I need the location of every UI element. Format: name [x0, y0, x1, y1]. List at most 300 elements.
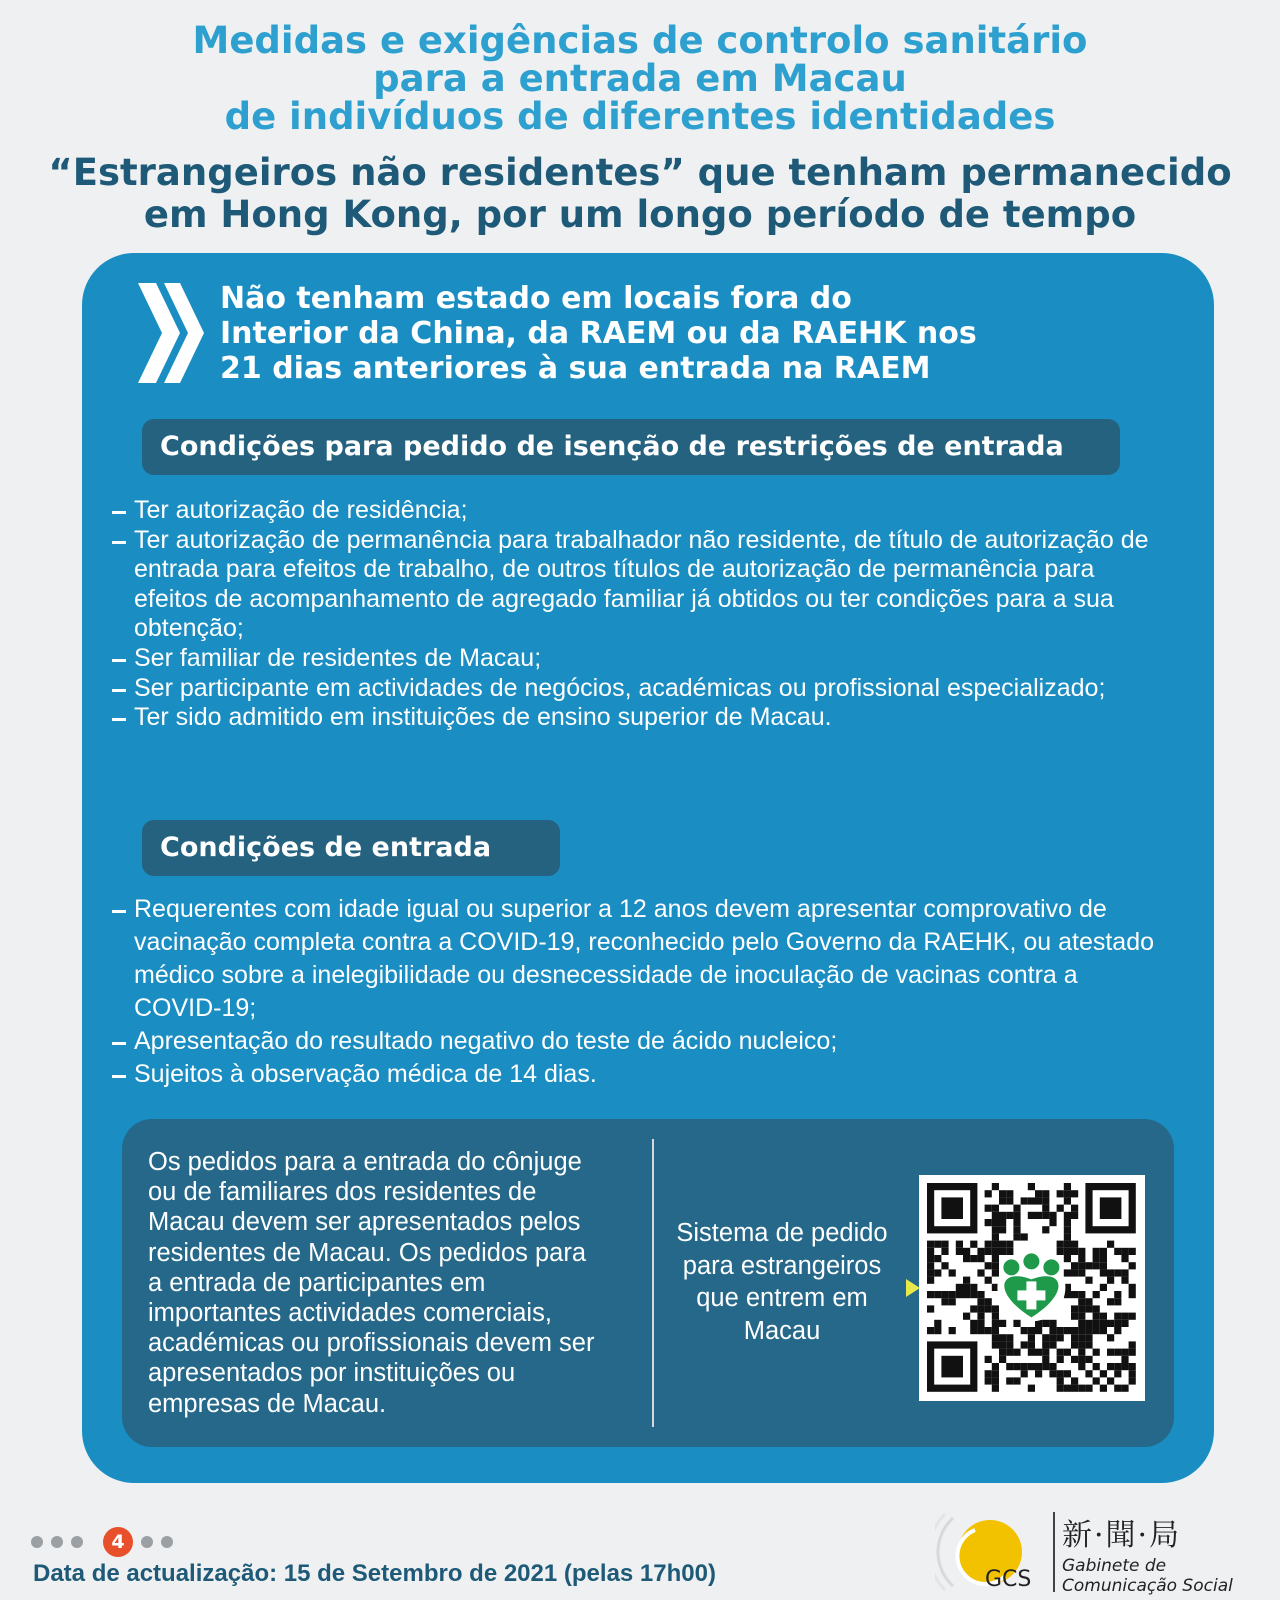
- page-dot[interactable]: [141, 1536, 153, 1548]
- qr-module: [941, 1248, 948, 1255]
- qr-module: [985, 1305, 992, 1312]
- qr-module: [1035, 1370, 1042, 1377]
- qr-module: [927, 1305, 934, 1312]
- qr-module: [1021, 1363, 1028, 1370]
- qr-module: [1093, 1313, 1100, 1320]
- qr-module: [956, 1291, 963, 1298]
- qr-module: [1042, 1341, 1049, 1348]
- qr-module: [992, 1212, 999, 1219]
- title-line: de indivíduos de diferentes identidades: [224, 95, 1056, 138]
- list-item: Ser participante em actividades de negócios, académicas ou profissional especializado;: [112, 674, 1172, 704]
- qr-module: [927, 1327, 934, 1334]
- qr-module: [1064, 1370, 1071, 1377]
- qr-module: [977, 1291, 984, 1298]
- qr-module: [1107, 1320, 1114, 1327]
- qr-module: [1107, 1269, 1114, 1276]
- qr-module: [1057, 1241, 1064, 1248]
- qr-module: [985, 1277, 992, 1284]
- qr-module: [1121, 1277, 1128, 1284]
- qr-module: [1064, 1269, 1071, 1276]
- qr-module: [985, 1377, 992, 1384]
- system-line: Sistema de pedido: [676, 1219, 888, 1247]
- qr-module: [999, 1356, 1006, 1363]
- qr-module: [1078, 1262, 1085, 1269]
- qr-module: [1042, 1320, 1049, 1327]
- qr-module: [1013, 1377, 1020, 1384]
- qr-module: [992, 1377, 999, 1384]
- qr-module: [1071, 1205, 1078, 1212]
- qr-module: [1049, 1363, 1056, 1370]
- qr-module: [1042, 1226, 1049, 1233]
- qr-module: [985, 1327, 992, 1334]
- qr-module: [1028, 1341, 1035, 1348]
- qr-module: [1078, 1385, 1085, 1392]
- qr-module: [1093, 1363, 1100, 1370]
- qr-module: [1071, 1262, 1078, 1269]
- qr-module: [1071, 1313, 1078, 1320]
- qr-module: [992, 1183, 999, 1190]
- qr-module: [941, 1262, 948, 1269]
- qr-module: [1121, 1313, 1128, 1320]
- qr-module: [1107, 1377, 1114, 1384]
- qr-module: [934, 1320, 941, 1327]
- qr-module: [1049, 1320, 1056, 1327]
- qr-module: [1129, 1370, 1136, 1377]
- qr-module: [1028, 1197, 1035, 1204]
- qr-module: [1042, 1190, 1049, 1197]
- qr-module: [985, 1219, 992, 1226]
- qr-module: [999, 1341, 1006, 1348]
- qr-module: [927, 1291, 934, 1298]
- qr-module: [1071, 1341, 1078, 1348]
- qr-module: [1064, 1255, 1071, 1262]
- qr-module: [1071, 1291, 1078, 1298]
- qr-module: [992, 1385, 999, 1392]
- qr-module: [1028, 1385, 1035, 1392]
- qr-module: [1006, 1212, 1013, 1219]
- qr-module: [1100, 1320, 1107, 1327]
- qr-module: [977, 1255, 984, 1262]
- qr-module: [927, 1262, 934, 1269]
- qr-module: [1085, 1385, 1092, 1392]
- qr-module: [1071, 1377, 1078, 1384]
- info-box-text: [148, 1147, 648, 1419]
- qr-module: [970, 1305, 977, 1312]
- qr-module: [1013, 1219, 1020, 1226]
- qr-module: [949, 1291, 956, 1298]
- qr-module: [949, 1298, 956, 1305]
- qr-module: [927, 1269, 934, 1276]
- health-cross-icon: [997, 1253, 1065, 1321]
- qr-module: [934, 1291, 941, 1298]
- qr-module: [1078, 1313, 1085, 1320]
- update-date: Data de actualização: 15 de Setembro de 2021 (pelas 17h00): [33, 1560, 716, 1587]
- qr-module: [1042, 1349, 1049, 1356]
- qr-module: [1100, 1255, 1107, 1262]
- qr-module: [1114, 1291, 1121, 1298]
- qr-module: [1021, 1341, 1028, 1348]
- qr-module: [941, 1241, 948, 1248]
- info-line: residentes de Macau. Os pedidos para: [148, 1238, 587, 1267]
- qr-module: [1013, 1212, 1020, 1219]
- qr-module: [1100, 1385, 1107, 1392]
- qr-module: [992, 1341, 999, 1348]
- qr-module: [992, 1327, 999, 1334]
- qr-module: [1028, 1327, 1035, 1334]
- qr-module: [1049, 1370, 1056, 1377]
- qr-module: [1107, 1241, 1114, 1248]
- qr-module: [1071, 1385, 1078, 1392]
- qr-module: [1006, 1334, 1013, 1341]
- info-line: académicas ou profissionais devem ser: [148, 1329, 595, 1358]
- qr-module: [1035, 1349, 1042, 1356]
- qr-module: [1100, 1284, 1107, 1291]
- qr-module: [992, 1370, 999, 1377]
- qr-module: [1093, 1255, 1100, 1262]
- qr-module: [1042, 1363, 1049, 1370]
- qr-module: [1071, 1327, 1078, 1334]
- qr-module: [1114, 1298, 1121, 1305]
- qr-module: [985, 1298, 992, 1305]
- list-item: Requerentes com idade igual ou superior a 12 anos devem apresentar comprovativo de vacinação completa contra a COVID-19, reconhecido pelo Governo da RAEHK, ou atestado médico sobre a inelegibilidade ou desnecessidade de inoculação de vacinas contra a COVID-19;: [112, 893, 1172, 1025]
- application-system-label: [660, 1217, 904, 1347]
- qr-module: [992, 1305, 999, 1312]
- qr-module: [1093, 1262, 1100, 1269]
- qr-module: [1100, 1248, 1107, 1255]
- qr-module: [941, 1298, 948, 1305]
- qr-module: [1057, 1190, 1064, 1197]
- qr-module: [1057, 1327, 1064, 1334]
- info-line: apresentados por instituições ou: [148, 1359, 516, 1388]
- qr-module: [1057, 1385, 1064, 1392]
- qr-module: [985, 1248, 992, 1255]
- qr-module: [1107, 1334, 1114, 1341]
- logo-pt-line: Comunicação Social: [1062, 1576, 1233, 1596]
- qr-module: [992, 1233, 999, 1240]
- qr-module: [1057, 1349, 1064, 1356]
- qr-module: [1100, 1313, 1107, 1320]
- qr-module: [949, 1327, 956, 1334]
- qr-module: [977, 1320, 984, 1327]
- qr-module: [1064, 1248, 1071, 1255]
- qr-module: [934, 1269, 941, 1276]
- qr-module: [1100, 1370, 1107, 1377]
- qr-module: [1078, 1269, 1085, 1276]
- qr-module: [1071, 1356, 1078, 1363]
- qr-module: [1078, 1349, 1085, 1356]
- qr-finder: [927, 1341, 977, 1391]
- qr-module: [1049, 1341, 1056, 1348]
- intro-line: Não tenham estado em locais fora do: [220, 281, 852, 316]
- qr-module: [985, 1356, 992, 1363]
- qr-module: [1006, 1377, 1013, 1384]
- qr-module: [977, 1298, 984, 1305]
- qr-module: [956, 1248, 963, 1255]
- qr-module: [999, 1320, 1006, 1327]
- qr-module: [977, 1269, 984, 1276]
- qr-module: [1085, 1327, 1092, 1334]
- qr-module: [1057, 1205, 1064, 1212]
- qr-module: [1042, 1356, 1049, 1363]
- qr-module: [934, 1255, 941, 1262]
- intro-line: 21 dias anteriores à sua entrada na RAEM: [220, 351, 931, 386]
- qr-module: [1078, 1248, 1085, 1255]
- qr-module: [1064, 1233, 1071, 1240]
- qr-module: [1071, 1248, 1078, 1255]
- system-line: que entrem em: [696, 1284, 868, 1312]
- page-dot[interactable]: [31, 1536, 43, 1548]
- page-dot[interactable]: [71, 1536, 83, 1548]
- qr-module: [963, 1284, 970, 1291]
- qr-module: [1057, 1356, 1064, 1363]
- qr-module: [1049, 1334, 1056, 1341]
- qr-module: [1021, 1327, 1028, 1334]
- qr-module: [1121, 1356, 1128, 1363]
- qr-module: [1064, 1385, 1071, 1392]
- info-line: a entrada de participantes em: [148, 1268, 486, 1297]
- qr-module: [977, 1305, 984, 1312]
- qr-module: [1042, 1212, 1049, 1219]
- qr-module: [963, 1277, 970, 1284]
- qr-module: [1100, 1262, 1107, 1269]
- qr-module: [1114, 1385, 1121, 1392]
- qr-module: [1006, 1190, 1013, 1197]
- info-line: importantes actividades comerciais,: [148, 1299, 552, 1328]
- qr-module: [927, 1241, 934, 1248]
- qr-module: [992, 1269, 999, 1276]
- qr-module: [1114, 1327, 1121, 1334]
- qr-module: [1114, 1320, 1121, 1327]
- divider: [652, 1139, 654, 1427]
- qr-module: [1093, 1320, 1100, 1327]
- qr-module: [1114, 1248, 1121, 1255]
- qr-module: [1013, 1320, 1020, 1327]
- qr-module: [1064, 1241, 1071, 1248]
- qr-module: [1121, 1248, 1128, 1255]
- qr-module: [934, 1241, 941, 1248]
- qr-module: [1057, 1248, 1064, 1255]
- current-page-badge[interactable]: 4: [103, 1527, 133, 1557]
- qr-module: [963, 1291, 970, 1298]
- arrow-right-icon: [906, 1279, 920, 1297]
- qr-module: [1129, 1349, 1136, 1356]
- qr-module: [1129, 1284, 1136, 1291]
- qr-module: [970, 1327, 977, 1334]
- qr-module: [1064, 1197, 1071, 1204]
- qr-module: [999, 1190, 1006, 1197]
- qr-module: [941, 1291, 948, 1298]
- qr-module: [1085, 1277, 1092, 1284]
- qr-module: [1064, 1190, 1071, 1197]
- qr-module: [1114, 1269, 1121, 1276]
- qr-module: [992, 1334, 999, 1341]
- page-dot[interactable]: [51, 1536, 63, 1548]
- qr-module: [1071, 1212, 1078, 1219]
- qr-module: [963, 1255, 970, 1262]
- page-title: [0, 19, 1280, 138]
- qr-module: [1064, 1327, 1071, 1334]
- info-line: Os pedidos para a entrada do cônjuge: [148, 1148, 582, 1176]
- qr-module: [977, 1327, 984, 1334]
- qr-module: [1071, 1269, 1078, 1276]
- system-line: para estrangeiros: [682, 1251, 882, 1280]
- qr-module: [1121, 1385, 1128, 1392]
- logo-portuguese-text: [1062, 1556, 1233, 1596]
- qr-module: [992, 1363, 999, 1370]
- system-line: Macau: [743, 1316, 821, 1345]
- qr-code-image: [919, 1175, 1145, 1401]
- qr-module: [1013, 1205, 1020, 1212]
- qr-module: [1085, 1370, 1092, 1377]
- list-item: Sujeitos à observação médica de 14 dias.: [112, 1058, 1172, 1091]
- qr-module: [970, 1241, 977, 1248]
- qr-module: [1093, 1377, 1100, 1384]
- qr-module: [985, 1262, 992, 1269]
- qr-module: [1006, 1349, 1013, 1356]
- qr-module: [1121, 1349, 1128, 1356]
- qr-module: [963, 1248, 970, 1255]
- qr-module: [1107, 1277, 1114, 1284]
- qr-module: [1093, 1305, 1100, 1312]
- qr-module: [970, 1255, 977, 1262]
- qr-module: [985, 1190, 992, 1197]
- logo-pt-line: Gabinete de: [1062, 1556, 1167, 1576]
- qr-module: [1107, 1349, 1114, 1356]
- qr-code[interactable]: [919, 1175, 1145, 1401]
- qr-module: [956, 1284, 963, 1291]
- qr-module: [927, 1277, 934, 1284]
- qr-module: [956, 1241, 963, 1248]
- qr-module: [992, 1205, 999, 1212]
- qr-module: [963, 1313, 970, 1320]
- qr-module: [985, 1205, 992, 1212]
- list-item: Apresentação do resultado negativo do teste de ácido nucleico;: [112, 1025, 1172, 1058]
- qr-module: [977, 1248, 984, 1255]
- qr-module: [1064, 1349, 1071, 1356]
- qr-module: [992, 1255, 999, 1262]
- info-line: Macau devem ser apresentados pelos: [148, 1208, 581, 1237]
- qr-module: [999, 1349, 1006, 1356]
- qr-module: [992, 1241, 999, 1248]
- qr-module: [1085, 1320, 1092, 1327]
- qr-module: [1071, 1305, 1078, 1312]
- qr-module: [1085, 1341, 1092, 1348]
- qr-module: [1114, 1313, 1121, 1320]
- qr-module: [1028, 1363, 1035, 1370]
- qr-module: [1078, 1255, 1085, 1262]
- qr-module: [1129, 1377, 1136, 1384]
- qr-module: [1114, 1370, 1121, 1377]
- list-item: Ter sido admitido em instituições de ensino superior de Macau.: [112, 703, 1172, 733]
- logo-mark-text: GCS: [985, 1567, 1032, 1592]
- qr-module: [1129, 1248, 1136, 1255]
- qr-module: [1085, 1305, 1092, 1312]
- qr-module: [1006, 1241, 1013, 1248]
- qr-module: [1114, 1363, 1121, 1370]
- qr-module: [1057, 1370, 1064, 1377]
- list-item: Ter autorização de residência;: [112, 496, 1172, 526]
- qr-module: [985, 1241, 992, 1248]
- qr-module: [992, 1262, 999, 1269]
- qr-module: [1085, 1262, 1092, 1269]
- qr-module: [999, 1197, 1006, 1204]
- qr-module: [1028, 1334, 1035, 1341]
- qr-module: [1013, 1363, 1020, 1370]
- qr-module: [1006, 1248, 1013, 1255]
- qr-module: [1085, 1298, 1092, 1305]
- qr-module: [1129, 1363, 1136, 1370]
- list-item: Ser familiar de residentes de Macau;: [112, 644, 1172, 674]
- qr-module: [1085, 1356, 1092, 1363]
- qr-module: [1064, 1183, 1071, 1190]
- qr-module: [992, 1248, 999, 1255]
- qr-module: [970, 1291, 977, 1298]
- qr-module: [1035, 1212, 1042, 1219]
- qr-module: [1129, 1313, 1136, 1320]
- qr-module: [1093, 1349, 1100, 1356]
- qr-module: [1100, 1327, 1107, 1334]
- qr-module: [1021, 1197, 1028, 1204]
- qr-module: [927, 1255, 934, 1262]
- qr-module: [992, 1320, 999, 1327]
- qr-module: [1006, 1363, 1013, 1370]
- qr-module: [999, 1248, 1006, 1255]
- page-dot[interactable]: [161, 1536, 173, 1548]
- qr-module: [1078, 1320, 1085, 1327]
- qr-module: [1021, 1370, 1028, 1377]
- main-panel: [82, 253, 1214, 1483]
- logo-chinese-text: 新·聞·局: [1062, 1518, 1182, 1553]
- qr-module: [1013, 1233, 1020, 1240]
- qr-module: [1021, 1233, 1028, 1240]
- qr-module: [1057, 1377, 1064, 1384]
- qr-module: [1064, 1226, 1071, 1233]
- qr-module: [1093, 1248, 1100, 1255]
- qr-module: [1071, 1241, 1078, 1248]
- qr-module: [1121, 1320, 1128, 1327]
- qr-module: [949, 1269, 956, 1276]
- subtitle-line: “Estrangeiros não residentes” que tenham permanecido: [48, 151, 1232, 194]
- qr-module: [1042, 1205, 1049, 1212]
- qr-module: [1042, 1197, 1049, 1204]
- qr-module: [1078, 1341, 1085, 1348]
- qr-module: [999, 1226, 1006, 1233]
- qr-module: [1028, 1349, 1035, 1356]
- qr-module: [999, 1334, 1006, 1341]
- entry-heading: Condições de entrada: [142, 820, 560, 876]
- qr-module: [1093, 1291, 1100, 1298]
- qr-module: [1035, 1363, 1042, 1370]
- entry-list: [112, 893, 1172, 1091]
- qr-module: [1042, 1334, 1049, 1341]
- exemption-heading: Condições para pedido de isenção de restrições de entrada: [142, 419, 1120, 475]
- qr-module: [1035, 1327, 1042, 1334]
- qr-module: [1121, 1269, 1128, 1276]
- qr-module: [1071, 1190, 1078, 1197]
- intro-text: [220, 281, 1180, 386]
- qr-module: [1129, 1291, 1136, 1298]
- info-box: [122, 1119, 1174, 1447]
- qr-finder: [1085, 1183, 1135, 1233]
- qr-module: [1121, 1363, 1128, 1370]
- qr-module: [1093, 1327, 1100, 1334]
- qr-module: [1121, 1255, 1128, 1262]
- qr-module: [1078, 1356, 1085, 1363]
- qr-module: [1064, 1212, 1071, 1219]
- qr-module: [992, 1313, 999, 1320]
- list-item: Ter autorização de permanência para trabalhador não residente, de título de autorização de entrada para efeitos de trabalho, de outros títulos de autorização de permanência para efeitos de acompanhamento de agregado familiar já obtidos ou ter condições para a sua obtenção;: [112, 526, 1172, 644]
- qr-module: [1057, 1334, 1064, 1341]
